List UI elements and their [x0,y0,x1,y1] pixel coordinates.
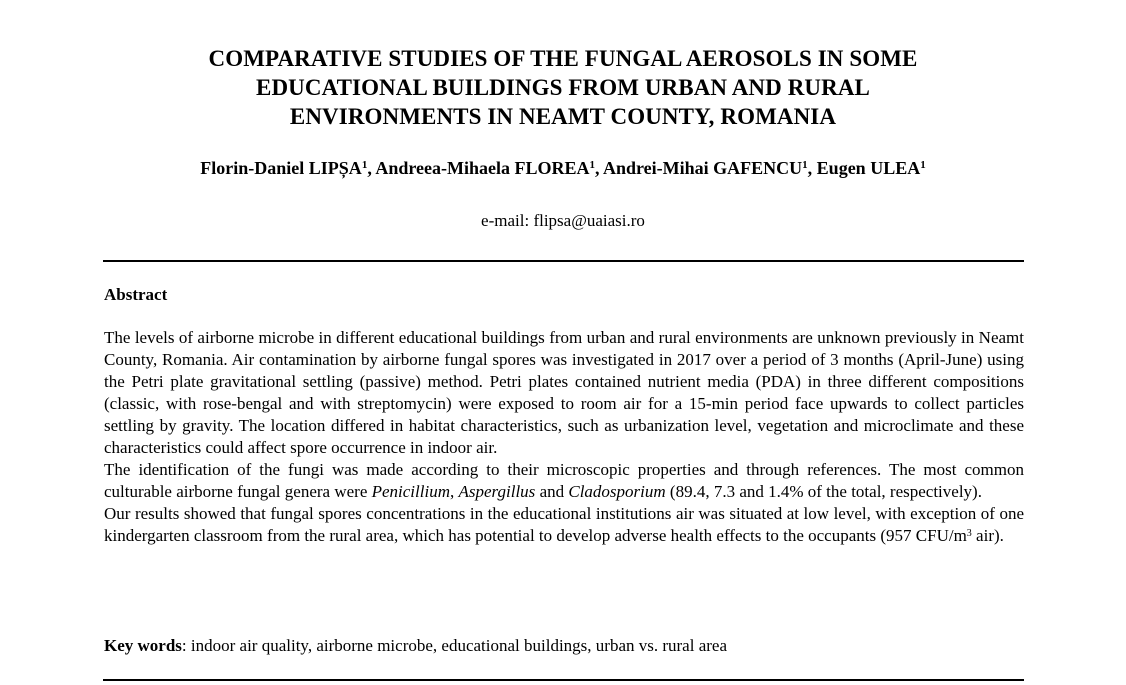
keywords-label: Key words [104,636,182,655]
author-affiliation: 1 [361,159,368,171]
paper-title [0,44,1126,131]
author-affiliation: 1 [920,159,926,171]
author-list [0,156,1126,180]
abstract-paragraph-2 [104,459,1024,503]
paragraph-text: air). [971,526,1004,545]
author-name: Eugen ULEA [816,158,921,178]
author-name: Florin-Daniel LIPȘA [200,158,362,178]
abstract-paragraph-3 [104,503,1024,547]
title-line-1: COMPARATIVE STUDIES OF THE FUNGAL AEROSOLS IN SOME [208,46,918,71]
author-affiliation: 1 [802,159,808,171]
contact-email: e-mail: flipsa@uaiasi.ro [481,211,645,230]
paragraph-text: The identification of the fungi was made according to their microscopic properties and through references. The most common culturable airborne fungal genera were [104,460,1024,501]
title-line-2: EDUCATIONAL BUILDINGS FROM URBAN AND RURAL [256,75,870,100]
paragraph-text: , [449,482,459,501]
bottom-divider [103,679,1024,681]
title-line-3: ENVIRONMENTS IN NEAMT COUNTY, ROMANIA [289,104,837,129]
top-divider [103,260,1024,262]
paragraph-text: and [535,482,569,501]
genus-name: Penicillium [371,482,450,501]
abstract-body [104,327,1024,547]
paragraph-text: (89.4, 7.3 and 1.4% of the total, respectively). [665,482,982,501]
author-affiliation: 1 [589,159,595,171]
unit-exponent: 3 [966,528,972,539]
abstract-paragraph-1: The levels of airborne microbe in different educational buildings from urban and rural environments are unknown previously in Neamt County, Romania. Air contamination by airborne fungal spores was investigated in 2017 over a period of 3 months (April-June) using the Petri plate gravitational settling (passive) method. Petri plates contained nutrient media (PDA) in three different compositions (classic, with rose-bengal and with streptomycin) were exposed to room air for a 15-min period face upwards to collect particles settling by gravity. The location differed in habitat characteristics, such as urbanization level, vegetation and microclimate and these characteristics could affect spore occurrence in indoor air. [104,328,1024,457]
keywords [104,635,727,657]
author-separator: , [807,158,817,178]
author-separator: , [367,158,376,178]
paragraph-text: Our results showed that fungal spores concentrations in the educational institutions air was situated at low level, with exception of one kindergarten classroom from the rural area, which has potential to develop adverse health effects to the occupants (957 CFU/m [104,504,1024,545]
keywords-text: : indoor air quality, airborne microbe, educational buildings, urban vs. rural area [181,636,728,655]
author-separator: , [594,158,603,178]
genus-name: Aspergillus [458,482,536,501]
author-name: Andreea-Mihaela FLOREA [375,158,590,178]
author-name: Andrei-Mihai GAFENCU [603,158,803,178]
genus-name: Cladosporium [568,482,666,501]
abstract-heading: Abstract [104,285,168,304]
